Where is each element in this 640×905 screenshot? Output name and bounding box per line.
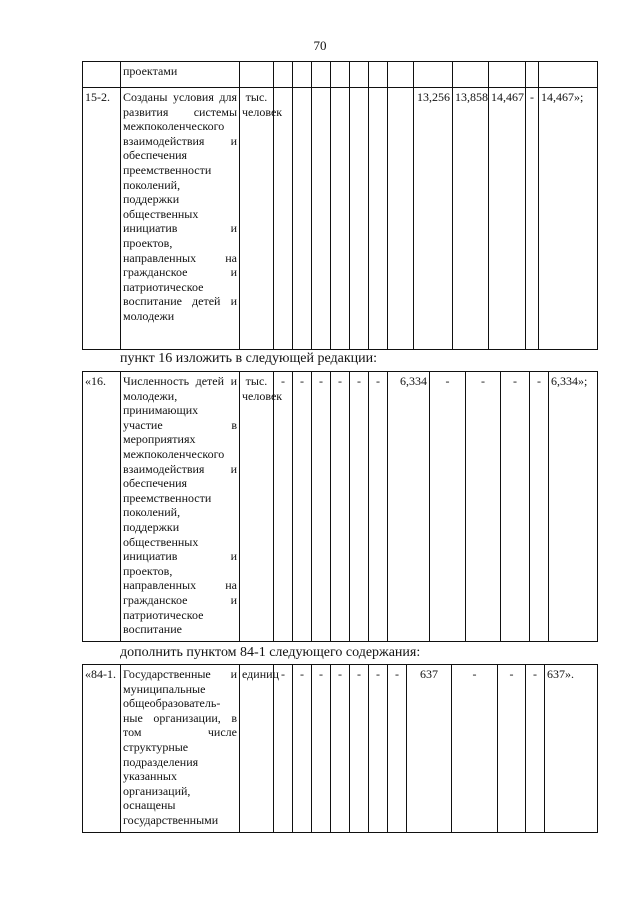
value-cell (274, 88, 293, 350)
row-unit: тыс. человек (240, 372, 274, 642)
value-cell: - (369, 665, 388, 833)
value-cell: - (501, 372, 530, 642)
table-row-carry (83, 62, 598, 88)
value-cell: - (274, 665, 293, 833)
value-cell: - (452, 665, 498, 833)
instruction-text: пункт 16 изложить в следующей редакции: (120, 351, 377, 366)
table-row (83, 665, 598, 833)
value-cell: - (466, 372, 501, 642)
row-unit: тыс. человек (240, 88, 274, 350)
value-cell: 13,256 (414, 88, 453, 350)
table-row (83, 372, 598, 642)
value-cell: - (388, 665, 407, 833)
row-number: «84-1. (83, 665, 121, 833)
row-description: Государственные и муниципальные общеобразователь-ные организации, в том числе структурные подразделения указанных организаций, оснащены государственными (121, 665, 240, 833)
value-cell: - (331, 372, 350, 642)
row-number: 15-2. (83, 88, 121, 350)
value-cell: - (350, 665, 369, 833)
row-description: Численность детей и молодежи, принимающих участие в мероприятиях межпоколенческого взаимодействия и обеспечения преемственности поколений, поддержки общественных инициатив и проектов, направленных на гражданское и патриотическое воспитание (121, 372, 240, 642)
value-cell: - (331, 665, 350, 833)
value-cell-total: 6,334»; (549, 372, 598, 642)
value-cell: 13,858 (453, 88, 489, 350)
value-cell (312, 88, 331, 350)
instruction-text: дополнить пунктом 84-1 следующего содержания: (120, 645, 421, 660)
value-cell: - (498, 665, 526, 833)
row-description: Созданы условия для развития системы межпоколенческого взаимодействия и обеспечения преемственности поколений, поддержки общественных инициатив и проектов, направленных на гражданское и патриотическое воспитание детей и молодежи (121, 88, 240, 350)
value-cell (369, 88, 388, 350)
indicator-table-3 (82, 664, 598, 833)
value-cell: 6,334 (388, 372, 430, 642)
value-cell: - (274, 372, 293, 642)
value-cell: - (312, 665, 331, 833)
row-unit: единиц (240, 665, 274, 833)
cell-no (83, 62, 121, 88)
value-cell: 637 (407, 665, 452, 833)
value-cell (350, 88, 369, 350)
value-cell: - (526, 88, 539, 350)
value-cell: - (293, 372, 312, 642)
value-cell-total: 14,467»; (539, 88, 598, 350)
value-cell: 14,467 (489, 88, 526, 350)
cell-description: проектами (121, 62, 240, 88)
row-number: «16. (83, 372, 121, 642)
value-cell: - (526, 665, 545, 833)
value-cell: - (430, 372, 466, 642)
value-cell (293, 88, 312, 350)
value-cell: - (350, 372, 369, 642)
indicator-table-1 (82, 61, 598, 350)
value-cell: - (530, 372, 549, 642)
value-cell: - (369, 372, 388, 642)
value-cell (331, 88, 350, 350)
indicator-table-2 (82, 371, 598, 642)
value-cell: - (293, 665, 312, 833)
value-cell: - (312, 372, 331, 642)
page-number: 70 (313, 38, 327, 53)
table-row (83, 88, 598, 350)
value-cell-total: 637». (545, 665, 598, 833)
cell-unit (240, 62, 274, 88)
value-cell (388, 88, 414, 350)
